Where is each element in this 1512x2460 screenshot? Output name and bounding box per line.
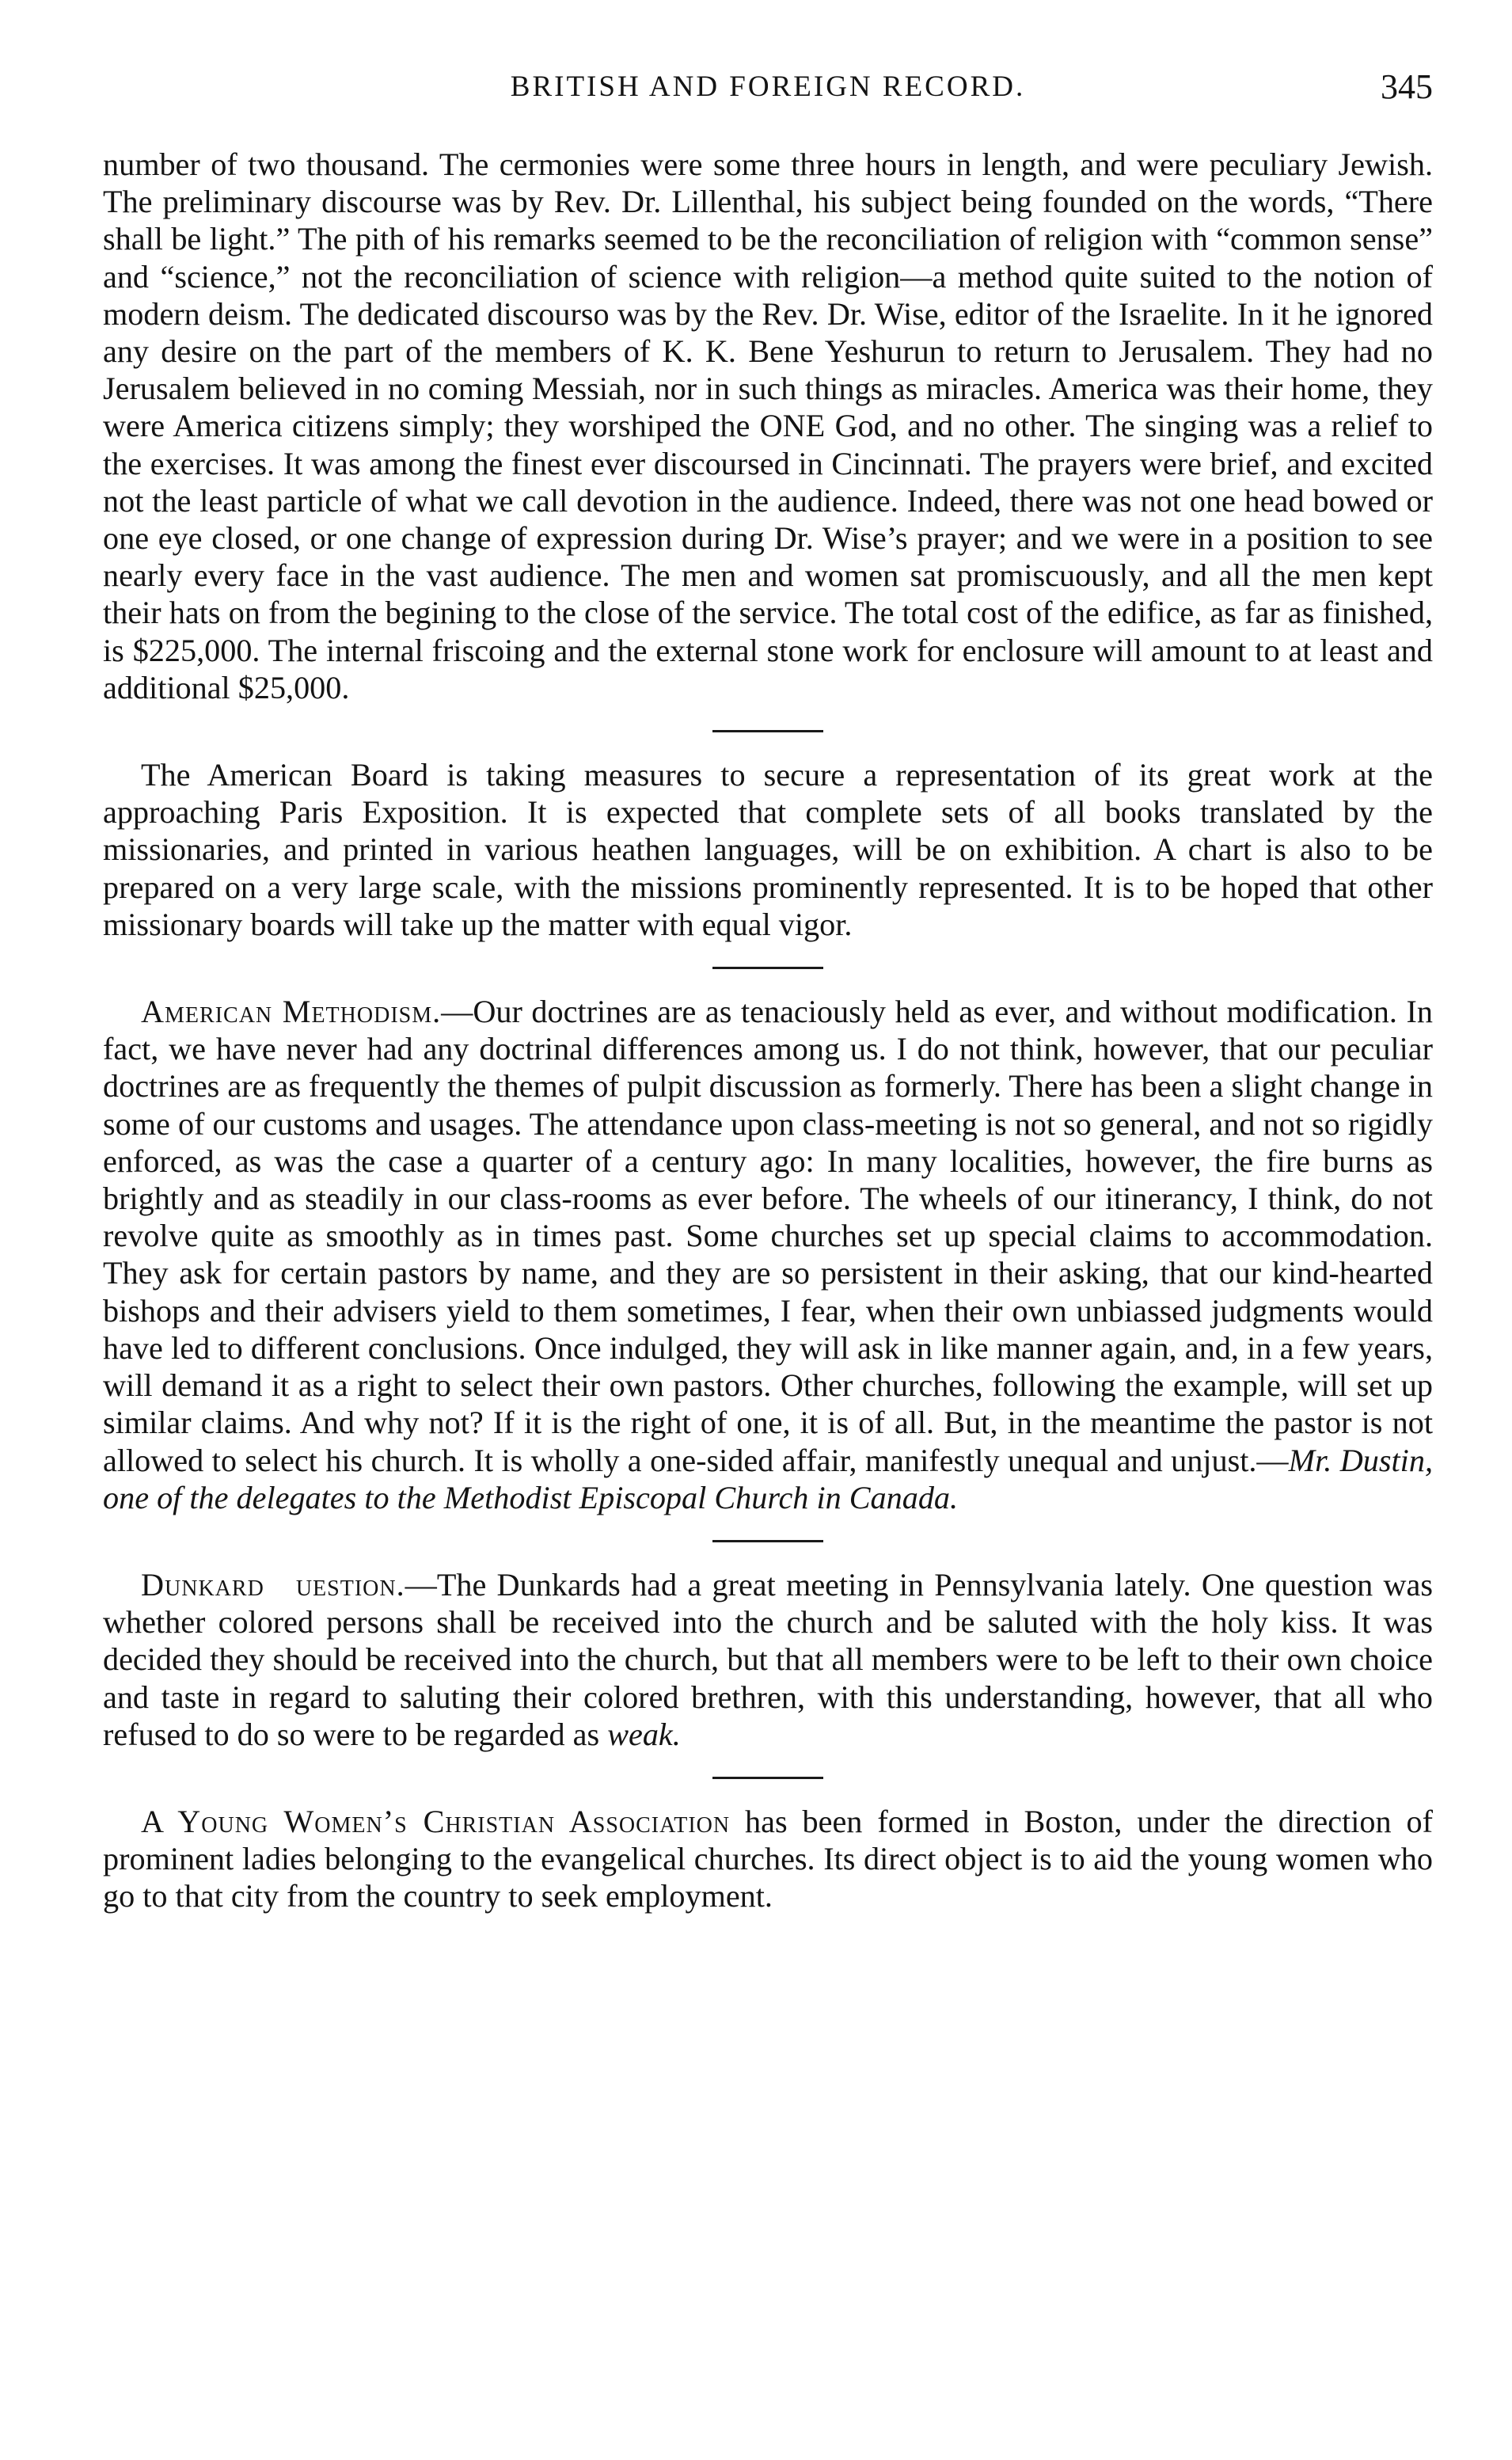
article-body: —Our doctrines are as tenaciously held as ever, and without modification. In fact, we have never had any doctrinal differences among us. I do not think, however, that our peculiar doctrines are as frequently the themes of pulpit discussion as formerly. There has been a slight change in some of our customs and usages. The attendance upon class-meeting is not so general, and not so rigidly enforced, as was the case a quarter of a century ago: In many localities, however, the fire burns as brightly and as steadily in our class-rooms as ever before. The wheels of our itinerancy, I think, do not revolve quite as smoothly as in times past. Some churches set up special claims to accommodation. They ask for certain pastors by name, and they are so persistent in their asking, that our kind-hearted bishops and their advisers yield to them sometimes, I fear, when their own unbiassed judgments would have led to different conclusions. Once indulged, they will ask in like manner again, and, in a few years, will demand it as a right to select their own pastors. Other churches, following the example, will set up similar claims. And why not? If it is the right of one, it is of all. But, in the meantime the pastor is not allowed to select his church. It is wholly a one-sided affair, manifestly unequal and unjust.— (103, 994, 1433, 1478)
article-body: The American Board is taking measures to secure a representation of its great work at the approaching Paris Exposition. It is expected that complete sets of all books translated by the missionaries, and printed in various heathen languages, will be on exhibition. A chart is also to be prepared on a very large scale, with the missions prominently represented. It is to be hoped that other missionary boards will take up the matter with equal vigor. (103, 757, 1433, 942)
running-head (103, 63, 1433, 111)
article-emphasis: weak. (607, 1716, 681, 1752)
article-dunkard-question (103, 1566, 1433, 1753)
article-heading-part1: Dunkard (141, 1566, 264, 1603)
running-title: BRITISH AND FOREIGN RECORD. (510, 70, 1026, 103)
article-heading: American Methodism. (141, 994, 442, 1030)
section-divider (712, 967, 823, 969)
section-divider (712, 1540, 823, 1542)
section-divider (712, 1777, 823, 1779)
page-number: 345 (1381, 67, 1433, 106)
article-cincinnati-dedication (103, 146, 1433, 706)
article-ywca-boston (103, 1803, 1433, 1915)
page (103, 63, 1433, 1915)
article-american-board (103, 756, 1433, 943)
article-body: number of two thousand. The cermonies were some three hours in length, and were peculiary Jewish. The preliminary discourse was by Rev. Dr. Lillenthal, his subject being founded on the words, “There shall be light.” The pith of his remarks seemed to be the reconciliation of religion with “common sense” and “science,” not the reconciliation of science with religion—a method quite suited to the notion of modern deism. The dedicated discourso was by the Rev. Dr. Wise, editor of the Israelite. In it he ignored any desire on the part of the members of K. K. Bene Yeshurun to return to Jerusalem. They had no Jerusalem believed in no coming Messiah, nor in such things as miracles. America was their home, they were America citizens simply; they worshiped the ONE God, and no other. The singing was a relief to the exercises. It was among the finest ever discoursed in Cincinnati. The prayers were brief, and excited not the least particle of what we call devotion in the audience. Indeed, there was not one head bowed or one eye closed, or one change of expression during Dr. Wise’s prayer; and we were in a position to see nearly every face in the vast audience. The men and women sat promiscuously, and all the men kept their hats on from the begining to the close of the service. The total cost of the edifice, as far as finished, is $225,000. The internal friscoing and the external stone work for enclosure will amount to at least and additional $25,000. (103, 146, 1433, 705)
article-american-methodism (103, 993, 1433, 1516)
article-body: —The Dunkards had a great meeting in Pennsylvania lately. One question was whether colored persons shall be received into the church and be saluted with the holy kiss. It was decided they should be received into the church, but that all members were to be left to their own choice and taste in regard to saluting their colored brethren, with this understanding, however, that all who refused to do so were to be regarded as (103, 1566, 1433, 1752)
article-heading: A Young Women’s Christian Association (141, 1803, 731, 1839)
article-attribution: Mr. Dustin, one of the delegates to the Methodist Episcopal Church in Canada. (103, 1442, 1433, 1515)
section-divider (712, 730, 823, 732)
article-heading-part2: uestion. (295, 1566, 405, 1603)
article-body: has been formed in Boston, under the direction of prominent ladies belonging to the evangelical churches. Its direct object is to aid the young women who go to that city from the country to seek employment. (103, 1803, 1433, 1914)
